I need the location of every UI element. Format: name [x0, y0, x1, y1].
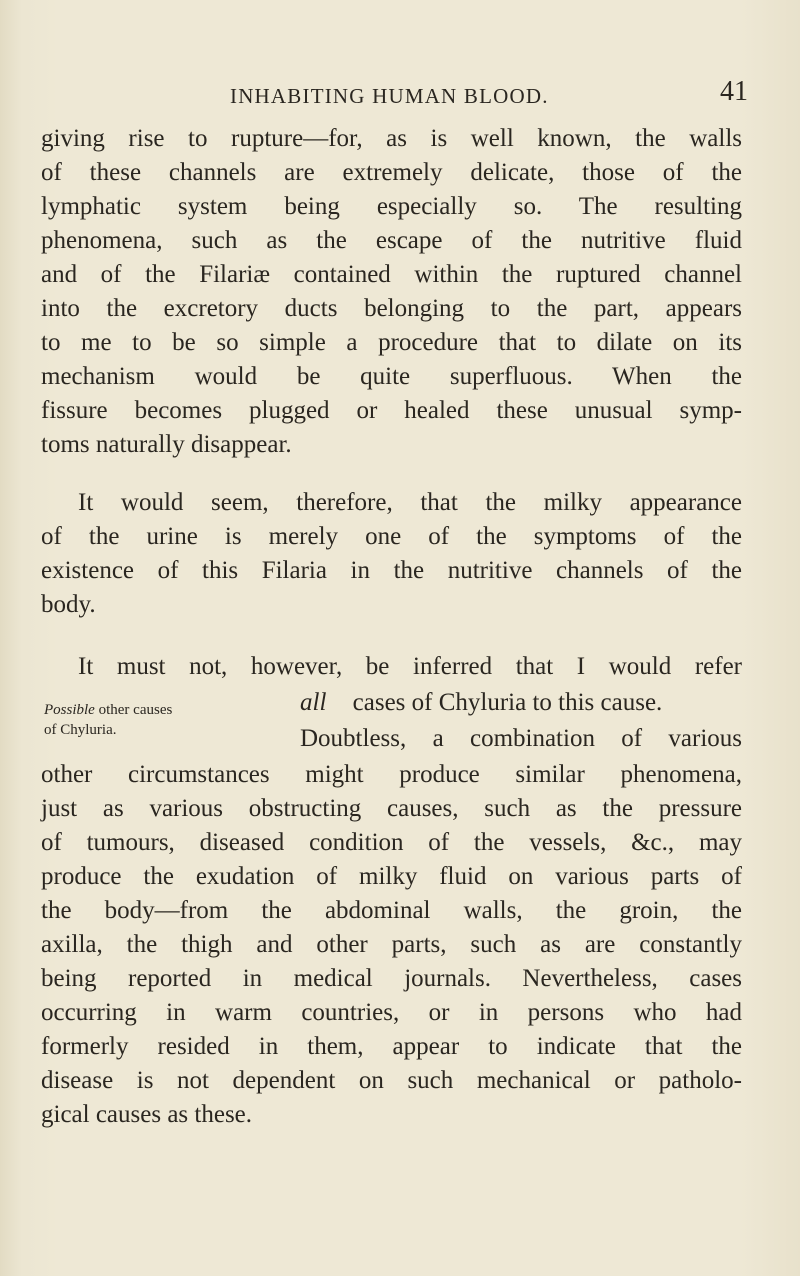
- text-line: just as various obstructing causes, such as the pressure: [41, 795, 742, 822]
- text-line: of tumours, diseased condition of the vessels, &c., may: [41, 829, 742, 856]
- text-line: to me to be so simple a procedure that to dilate on its: [41, 329, 742, 356]
- text-line: It must not, however, be inferred that I would refer: [78, 653, 742, 680]
- text-line: toms naturally disappear.: [41, 431, 292, 458]
- text-line: phenomena, such as the escape of the nutritive fluid: [41, 227, 742, 254]
- text-line: fissure becomes plugged or healed these unusual symp-: [41, 397, 742, 424]
- text-line: other circumstances might produce similar phenomena,: [41, 761, 742, 788]
- text-line: the body—from the abdominal walls, the groin, the: [41, 897, 742, 924]
- page-number: 41: [720, 76, 748, 107]
- emphasis-all: all: [300, 689, 327, 716]
- text-line: of these channels are extremely delicate, those of the: [41, 159, 742, 186]
- text-line: mechanism would be quite superfluous. When the: [41, 363, 742, 390]
- text-line: body.: [41, 591, 96, 618]
- text-line-wrapped: [300, 688, 742, 718]
- sidenote-text: other causes: [98, 702, 173, 718]
- running-title: INHABITING HUMAN BLOOD.: [230, 84, 549, 108]
- sidenote: [44, 702, 172, 718]
- text-line: and of the Filariæ contained within the ruptured channel: [41, 261, 742, 288]
- text-line: axilla, the thigh and other parts, such as are constantly: [41, 931, 742, 958]
- text-line: formerly resided in them, appear to indicate that the: [41, 1033, 742, 1060]
- text-line: giving rise to rupture—for, as is well known, the walls: [41, 125, 742, 152]
- text-line: produce the exudation of milky fluid on various parts of: [41, 863, 742, 890]
- text-line: gical causes as these.: [41, 1101, 253, 1128]
- text-line: occurring in warm countries, or in persons who had: [41, 999, 742, 1026]
- text-line: It would seem, therefore, that the milky appearance: [78, 489, 742, 516]
- text-line: of the urine is merely one of the symptoms of the: [41, 523, 742, 550]
- text-line: being reported in medical journals. Nevertheless, cases: [41, 965, 742, 992]
- sidenote-line2: of Chyluria.: [44, 722, 117, 738]
- sidenote-italic: Possible: [44, 702, 95, 718]
- text-span: cases of Chyluria to this cause.: [352, 689, 663, 716]
- text-line: Doubtless, a combination of various: [300, 725, 742, 752]
- text-line: disease is not dependent on such mechanical or patholo-: [41, 1067, 742, 1094]
- text-line: into the excretory ducts belonging to the part, appears: [41, 295, 742, 322]
- text-line: lymphatic system being especially so. The resulting: [41, 193, 742, 220]
- text-line: existence of this Filaria in the nutritive channels of the: [41, 557, 742, 584]
